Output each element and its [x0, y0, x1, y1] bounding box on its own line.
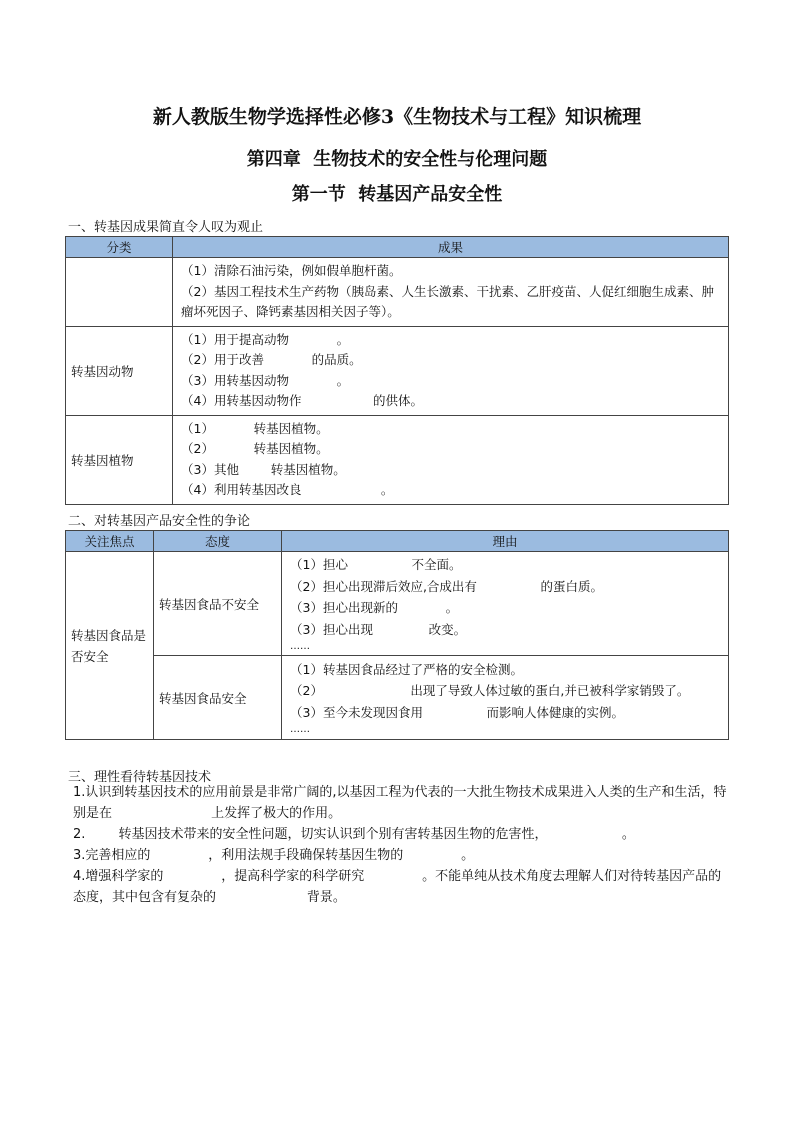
section-heading-achievements: 一、转基因成果简直令人叹为观止: [68, 220, 264, 235]
column-header-reason: 理由: [282, 531, 729, 552]
focus-cell: 转基因食品是否安全: [66, 552, 154, 740]
achievements-table: [65, 236, 729, 505]
table-row: [66, 326, 729, 415]
column-header-attitude: 态度: [154, 531, 282, 552]
reason-line: （3）担心出现新的 。: [290, 600, 459, 615]
paragraph-item: 2. 转基因技术带来的安全性问题，切实认识到个别有害转基因生物的危害性， 。: [73, 827, 635, 842]
table-header-row: [66, 531, 729, 552]
category-cell: 转基因动物: [66, 326, 173, 415]
section-heading-rational-view: 三、理性看待转基因技术: [68, 770, 212, 785]
paragraph-item: 4.增强科学家的 ，提高科学家的科学研究 。不能单纯从技术角度去理解人们对待转基因产品的态度，其中包含有复杂的 背景。: [73, 869, 722, 905]
table-header-row: [66, 237, 729, 258]
debate-table: [65, 530, 729, 740]
section-heading-debate: 二、对转基因产品安全性的争论: [68, 514, 251, 529]
achievement-line: （4）用转基因动物作 的供体。: [181, 393, 423, 408]
paragraph-item: 3.完善相应的 ，利用法规手段确保转基因生物的 。: [73, 848, 475, 863]
reason-line: （3）至今未发现因食用 而影响人体健康的实例。: [290, 704, 625, 720]
achievement-line: （2） 转基因植物。: [181, 441, 329, 456]
column-header-category: 分类: [66, 237, 173, 258]
section-title: 第一节 转基因产品安全性: [291, 184, 503, 205]
attitude-cell: 转基因食品不安全: [154, 552, 282, 656]
category-cell: 转基因植物: [66, 415, 173, 504]
column-header-achievements: 成果: [173, 237, 729, 258]
achievements-cell: [173, 326, 729, 415]
achievement-line: （3）其他 转基因植物。: [181, 461, 346, 477]
document-title: 新人教版生物学选择性必修3《生物技术与工程》知识梳理: [152, 106, 642, 128]
paragraph-item: 1.认识到转基因技术的应用前景是非常广阔的,以基因工程为代表的一大批生物技术成果进入人类的生产和生活，特别是在 上发挥了极大的作用。: [73, 785, 727, 821]
column-header-focus: 关注焦点: [66, 531, 154, 552]
achievement-line: （2）用于改善 的品质。: [181, 352, 362, 367]
table-row: [66, 552, 729, 656]
achievements-cell: [173, 415, 729, 504]
reason-cell: [282, 552, 729, 656]
reason-line: （1）担心 不全面。: [290, 557, 462, 572]
ellipsis: ……: [290, 724, 310, 736]
achievement-line: （1） 转基因植物。: [181, 420, 329, 436]
achievement-line: （1）用于提高动物 。: [181, 331, 350, 347]
achievement-line: （2）基因工程技术生产药物（胰岛素、人生长激素、干扰素、乙肝疫苗、人促红细胞生成素、肿瘤坏死因子、降钙素基因相关因子等）。: [181, 283, 714, 319]
category-cell: [66, 258, 173, 327]
achievement-line: （3）用转基因动物 。: [181, 372, 350, 388]
reason-line: （2）担心出现滞后效应,合成出有 的蛋白质。: [290, 578, 604, 594]
reason-line: （2） 出现了导致人体过敏的蛋白,并已被科学家销毁了。: [290, 683, 690, 699]
table-row: [66, 656, 729, 740]
table-row: [66, 258, 729, 327]
chapter-title: 第四章 生物技术的安全性与伦理问题: [246, 149, 548, 170]
reason-line: （1）转基因食品经过了严格的安全检测。: [290, 661, 523, 677]
achievement-line: （1）清除石油污染，例如假单胞杆菌。: [181, 263, 402, 278]
achievement-line: （4）利用转基因改良 。: [181, 482, 394, 497]
attitude-cell: 转基因食品安全: [154, 656, 282, 740]
reason-line: （3）担心出现 改变。: [290, 621, 467, 637]
table-row: [66, 415, 729, 504]
ellipsis: ……: [290, 641, 310, 652]
reason-cell: [282, 656, 729, 740]
achievements-cell: [173, 258, 729, 327]
